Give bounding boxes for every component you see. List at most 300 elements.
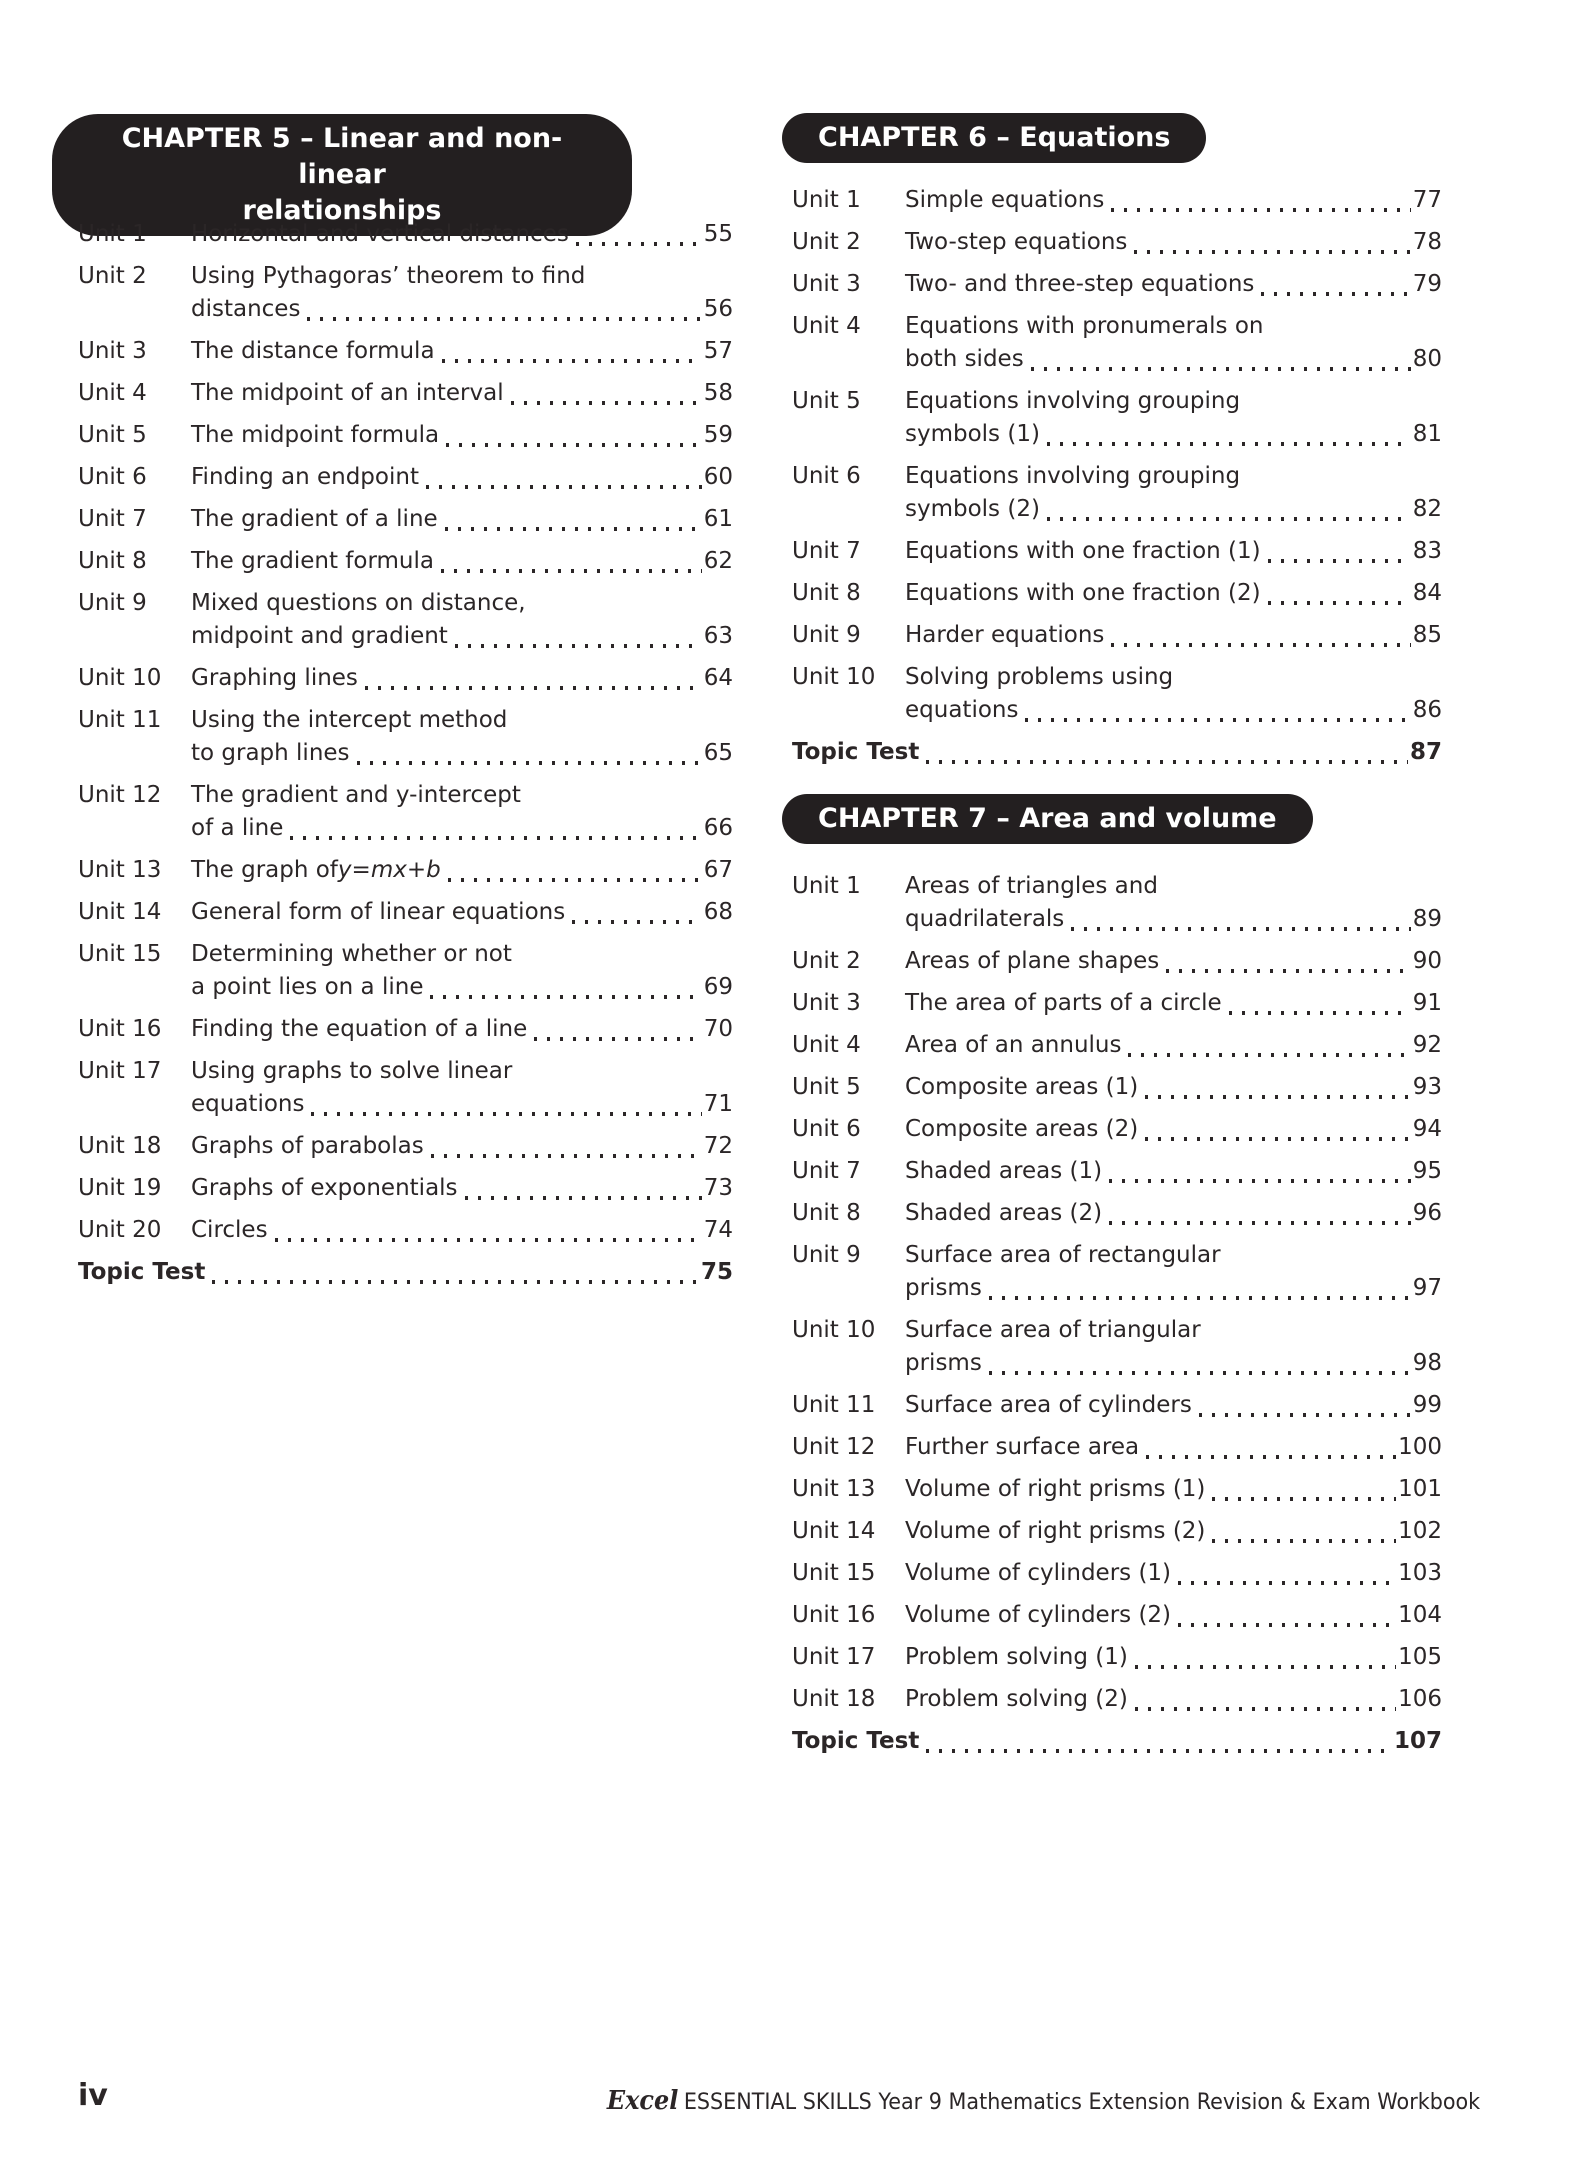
dot-leader bbox=[1047, 442, 1411, 446]
entry-title-line: The gradient of a line 61 bbox=[191, 503, 733, 536]
unit-label: Unit 5 bbox=[792, 1074, 861, 1100]
dot-leader bbox=[989, 1371, 1411, 1375]
entry-title-line: Equations involving grouping bbox=[905, 388, 1241, 414]
unit-label: Unit 20 bbox=[78, 1217, 162, 1243]
entry-title-line: equations 86 bbox=[905, 694, 1442, 727]
entry-title-line: Equations with one fraction (1) 83 bbox=[905, 535, 1442, 568]
dot-leader bbox=[926, 760, 1408, 764]
toc-entry bbox=[792, 619, 1442, 652]
dot-leader bbox=[1166, 969, 1411, 973]
page-number: 103 bbox=[1398, 1560, 1442, 1586]
topic-test-page: 87 bbox=[1409, 739, 1442, 765]
dot-leader bbox=[1111, 643, 1410, 647]
dot-leader bbox=[572, 920, 702, 924]
dot-leader bbox=[1109, 1221, 1411, 1225]
entry-title bbox=[191, 335, 733, 368]
entry-title-line: The midpoint formula 59 bbox=[191, 419, 733, 452]
unit-label: Unit 13 bbox=[792, 1476, 876, 1502]
entry-title bbox=[191, 587, 733, 653]
entry-title-line: Equations with one fraction (2) 84 bbox=[905, 577, 1442, 610]
toc-entry bbox=[78, 377, 733, 410]
unit-label: Unit 9 bbox=[792, 1242, 861, 1268]
entry-title bbox=[905, 577, 1442, 610]
unit-label: Unit 15 bbox=[792, 1560, 876, 1586]
dot-leader bbox=[511, 401, 702, 405]
dot-leader bbox=[307, 317, 701, 321]
toc-entry bbox=[78, 419, 733, 452]
toc-entry bbox=[792, 1557, 1442, 1590]
unit-label: Unit 16 bbox=[792, 1602, 876, 1628]
unit-label: Unit 3 bbox=[78, 338, 147, 364]
entry-title-line: Harder equations 85 bbox=[905, 619, 1442, 652]
entry-title-line: Volume of cylinders (2) 104 bbox=[905, 1599, 1442, 1632]
dot-leader bbox=[455, 644, 702, 648]
entry-title-line: Two-step equations 78 bbox=[905, 226, 1442, 259]
page-number: 66 bbox=[703, 815, 733, 841]
entry-title bbox=[905, 460, 1442, 526]
entry-title-line: The gradient formula 62 bbox=[191, 545, 733, 578]
footer-brand: Excel bbox=[606, 2086, 679, 2116]
entry-title-line: quadrilaterals 89 bbox=[905, 903, 1442, 936]
page-number: 93 bbox=[1412, 1074, 1442, 1100]
dot-leader bbox=[465, 1196, 702, 1200]
entry-title bbox=[905, 1557, 1442, 1590]
unit-label: Unit 1 bbox=[792, 187, 861, 213]
dot-leader bbox=[1268, 559, 1411, 563]
dot-leader bbox=[1134, 250, 1410, 254]
toc-entry bbox=[78, 1055, 733, 1121]
toc-entry bbox=[792, 945, 1442, 978]
dot-leader bbox=[534, 1037, 701, 1041]
entry-title-line: a point lies on a line 69 bbox=[191, 971, 733, 1004]
toc-entry bbox=[792, 1113, 1442, 1146]
entry-title-line: General form of linear equations 68 bbox=[191, 896, 733, 929]
page-number: 55 bbox=[703, 221, 733, 247]
page-number: 63 bbox=[703, 623, 733, 649]
entry-title bbox=[191, 1055, 733, 1121]
chapter-7-banner-line-1: CHAPTER 7 – Area and volume bbox=[818, 803, 1277, 834]
dot-leader bbox=[442, 359, 702, 363]
toc-entry bbox=[78, 896, 733, 929]
dot-leader bbox=[426, 485, 702, 489]
page-number: 95 bbox=[1412, 1158, 1442, 1184]
entry-title bbox=[905, 1197, 1442, 1230]
dot-leader bbox=[1025, 718, 1410, 722]
toc-entry bbox=[792, 535, 1442, 568]
page-number: 82 bbox=[1412, 496, 1442, 522]
entry-title-line: Using the intercept method bbox=[191, 707, 508, 733]
entry-title bbox=[905, 1599, 1442, 1632]
chapter-5-banner-line-1: CHAPTER 5 – Linear and non-linear bbox=[121, 123, 563, 190]
toc-entry bbox=[78, 218, 733, 251]
dot-leader bbox=[1145, 1095, 1410, 1099]
dot-leader bbox=[989, 1296, 1411, 1300]
unit-label: Unit 11 bbox=[78, 707, 162, 733]
unit-label: Unit 19 bbox=[78, 1175, 162, 1201]
unit-label: Unit 8 bbox=[78, 548, 147, 574]
chapter-7-banner bbox=[782, 794, 1313, 844]
topic-test-page: 107 bbox=[1393, 1728, 1442, 1754]
toc-entry bbox=[792, 184, 1442, 217]
entry-title-line: Graphing lines 64 bbox=[191, 662, 733, 695]
entry-title bbox=[905, 1515, 1442, 1548]
dot-leader bbox=[1031, 367, 1411, 371]
unit-label: Unit 5 bbox=[78, 422, 147, 448]
unit-label: Unit 6 bbox=[792, 463, 861, 489]
toc-entry bbox=[78, 461, 733, 494]
toc-entry bbox=[78, 779, 733, 845]
entry-title-line: midpoint and gradient 63 bbox=[191, 620, 733, 653]
page-number: 81 bbox=[1412, 421, 1442, 447]
unit-label: Unit 8 bbox=[792, 1200, 861, 1226]
toc-entry bbox=[78, 260, 733, 326]
dot-leader bbox=[1109, 1179, 1411, 1183]
entry-title bbox=[905, 184, 1442, 217]
page-number: 94 bbox=[1412, 1116, 1442, 1142]
entry-title bbox=[905, 987, 1442, 1020]
unit-label: Unit 14 bbox=[78, 899, 162, 925]
entry-title bbox=[191, 1013, 733, 1046]
dot-leader bbox=[446, 443, 702, 447]
entry-title bbox=[905, 1071, 1442, 1104]
entry-title bbox=[905, 1029, 1442, 1062]
unit-label: Unit 5 bbox=[792, 388, 861, 414]
unit-label: Unit 18 bbox=[792, 1686, 876, 1712]
entry-title-line: to graph lines 65 bbox=[191, 737, 733, 770]
dot-leader bbox=[1212, 1539, 1396, 1543]
dot-leader bbox=[1178, 1623, 1396, 1627]
dot-leader bbox=[357, 761, 702, 765]
entry-title-line: both sides 80 bbox=[905, 343, 1442, 376]
dot-leader bbox=[441, 569, 702, 573]
unit-label: Unit 2 bbox=[78, 263, 147, 289]
unit-label: Unit 17 bbox=[78, 1058, 162, 1084]
page-number: 58 bbox=[703, 380, 733, 406]
page-number: 84 bbox=[1412, 580, 1442, 606]
entry-title-line: Using Pythagoras’ theorem to find bbox=[191, 263, 586, 289]
dot-leader bbox=[1146, 1455, 1396, 1459]
entry-title-line: Finding an endpoint 60 bbox=[191, 461, 733, 494]
page-number: 74 bbox=[703, 1217, 733, 1243]
toc-entry bbox=[78, 938, 733, 1004]
unit-label: Unit 7 bbox=[792, 1158, 861, 1184]
dot-leader bbox=[1178, 1581, 1396, 1585]
chapter-7-contents-list bbox=[792, 870, 1442, 1758]
toc-entry bbox=[78, 587, 733, 653]
entry-title bbox=[905, 1389, 1442, 1422]
dot-leader bbox=[1071, 927, 1410, 931]
toc-entry bbox=[792, 226, 1442, 259]
unit-label: Unit 2 bbox=[792, 948, 861, 974]
page-number: 61 bbox=[703, 506, 733, 532]
entry-title bbox=[191, 260, 733, 326]
topic-test-page: 75 bbox=[700, 1259, 733, 1285]
page-number: 91 bbox=[1412, 990, 1442, 1016]
unit-label: Unit 17 bbox=[792, 1644, 876, 1670]
toc-entry bbox=[792, 1071, 1442, 1104]
dot-leader bbox=[1199, 1413, 1411, 1417]
entry-title-line: Horizontal and vertical distances 55 bbox=[191, 218, 733, 251]
unit-label: Unit 12 bbox=[792, 1434, 876, 1460]
entry-title-line: Finding the equation of a line 70 bbox=[191, 1013, 733, 1046]
page-number: 62 bbox=[703, 548, 733, 574]
unit-label: Unit 2 bbox=[792, 229, 861, 255]
chapter-6-banner-line-1: CHAPTER 6 – Equations bbox=[818, 122, 1171, 153]
entry-title bbox=[191, 896, 733, 929]
toc-entry bbox=[78, 662, 733, 695]
entry-title-line: symbols (1) 81 bbox=[905, 418, 1442, 451]
dot-leader bbox=[1135, 1665, 1396, 1669]
entry-title bbox=[905, 1431, 1442, 1464]
unit-label: Unit 4 bbox=[792, 1032, 861, 1058]
dot-leader bbox=[1261, 292, 1410, 296]
entry-title-line: The graph of y = mx + b 67 bbox=[191, 854, 733, 887]
unit-label: Unit 6 bbox=[792, 1116, 861, 1142]
dot-leader bbox=[445, 527, 702, 531]
entry-title bbox=[905, 1113, 1442, 1146]
entry-title-line: Graphs of exponentials 73 bbox=[191, 1172, 733, 1205]
entry-title bbox=[905, 945, 1442, 978]
unit-label: Unit 13 bbox=[78, 857, 162, 883]
chapter-6-banner bbox=[782, 113, 1206, 163]
unit-label: Unit 10 bbox=[78, 665, 162, 691]
entry-title bbox=[191, 1172, 733, 1205]
toc-entry bbox=[78, 1013, 733, 1046]
entry-title bbox=[191, 1214, 733, 1247]
page-number: 85 bbox=[1412, 622, 1442, 648]
toc-entry bbox=[78, 704, 733, 770]
page-number: 73 bbox=[703, 1175, 733, 1201]
entry-title-line: Surface area of cylinders 99 bbox=[905, 1389, 1442, 1422]
topic-test-entry bbox=[792, 1725, 1442, 1758]
dot-leader bbox=[1135, 1707, 1396, 1711]
dot-leader bbox=[365, 686, 702, 690]
entry-title bbox=[191, 704, 733, 770]
toc-entry bbox=[792, 1029, 1442, 1062]
entry-title-line: Equations with pronumerals on bbox=[905, 313, 1264, 339]
entry-title bbox=[191, 779, 733, 845]
entry-title-line: Volume of right prisms (1) 101 bbox=[905, 1473, 1442, 1506]
right-column bbox=[792, 113, 1442, 1767]
entry-title-line: Surface area of rectangular bbox=[905, 1242, 1221, 1268]
page-number: 106 bbox=[1398, 1686, 1442, 1712]
page-number: 80 bbox=[1412, 346, 1442, 372]
unit-label: Unit 10 bbox=[792, 1317, 876, 1343]
page-number: 90 bbox=[1412, 948, 1442, 974]
entry-title-line: Areas of plane shapes 90 bbox=[905, 945, 1442, 978]
dot-leader bbox=[1128, 1053, 1410, 1057]
dot-leader bbox=[212, 1280, 699, 1284]
entry-title bbox=[905, 619, 1442, 652]
page-number: 72 bbox=[703, 1133, 733, 1159]
page-number: 101 bbox=[1398, 1476, 1442, 1502]
entry-title-line: Graphs of parabolas 72 bbox=[191, 1130, 733, 1163]
topic-test-label: Topic Test bbox=[792, 739, 920, 765]
dot-leader bbox=[431, 1154, 702, 1158]
topic-test-entry bbox=[792, 736, 1442, 769]
dot-leader bbox=[1268, 601, 1411, 605]
unit-label: Unit 3 bbox=[792, 271, 861, 297]
toc-entry bbox=[792, 1314, 1442, 1380]
unit-label: Unit 10 bbox=[792, 664, 876, 690]
unit-label: Unit 9 bbox=[792, 622, 861, 648]
toc-entry bbox=[792, 385, 1442, 451]
page-number: 64 bbox=[703, 665, 733, 691]
dot-leader bbox=[275, 1238, 702, 1242]
entry-title bbox=[905, 385, 1442, 451]
dot-leader bbox=[926, 1749, 1392, 1753]
unit-label: Unit 1 bbox=[78, 221, 147, 247]
page-number: 59 bbox=[703, 422, 733, 448]
page-number: 99 bbox=[1412, 1392, 1442, 1418]
dot-leader bbox=[290, 836, 701, 840]
entry-title bbox=[905, 870, 1442, 936]
page-number: 79 bbox=[1412, 271, 1442, 297]
entry-title-line: Mixed questions on distance, bbox=[191, 590, 526, 616]
entry-title-line: Composite areas (1) 93 bbox=[905, 1071, 1442, 1104]
page-number: 105 bbox=[1398, 1644, 1442, 1670]
entry-title bbox=[191, 854, 733, 887]
dot-leader bbox=[311, 1112, 701, 1116]
dot-leader bbox=[1145, 1137, 1410, 1141]
entry-title-line: Two- and three-step equations 79 bbox=[905, 268, 1442, 301]
entry-title-line: prisms 97 bbox=[905, 1272, 1442, 1305]
topic-test-label: Topic Test bbox=[78, 1259, 206, 1285]
toc-entry bbox=[78, 335, 733, 368]
unit-label: Unit 6 bbox=[78, 464, 147, 490]
unit-label: Unit 7 bbox=[78, 506, 147, 532]
entry-title bbox=[905, 1473, 1442, 1506]
page-number: 97 bbox=[1412, 1275, 1442, 1301]
entry-title bbox=[905, 1155, 1442, 1188]
entry-title-line: symbols (2) 82 bbox=[905, 493, 1442, 526]
toc-entry bbox=[792, 870, 1442, 936]
entry-title bbox=[191, 503, 733, 536]
toc-entry bbox=[792, 1683, 1442, 1716]
unit-label: Unit 9 bbox=[78, 590, 147, 616]
toc-entry bbox=[78, 1214, 733, 1247]
unit-label: Unit 1 bbox=[792, 873, 861, 899]
entry-title-line: Further surface area 100 bbox=[905, 1431, 1442, 1464]
entry-title-line: Composite areas (2) 94 bbox=[905, 1113, 1442, 1146]
page-number: 65 bbox=[703, 740, 733, 766]
entry-title-line: Shaded areas (1) 95 bbox=[905, 1155, 1442, 1188]
page-number: 67 bbox=[703, 857, 733, 883]
entry-title bbox=[905, 1314, 1442, 1380]
toc-entry bbox=[78, 503, 733, 536]
dot-leader bbox=[1229, 1011, 1411, 1015]
entry-title bbox=[905, 1683, 1442, 1716]
page-number: 98 bbox=[1412, 1350, 1442, 1376]
unit-label: Unit 11 bbox=[792, 1392, 876, 1418]
entry-title bbox=[191, 662, 733, 695]
toc-entry bbox=[792, 1155, 1442, 1188]
page-number: 96 bbox=[1412, 1200, 1442, 1226]
entry-title-line: The gradient and y-intercept bbox=[191, 782, 521, 808]
toc-entry bbox=[792, 1599, 1442, 1632]
toc-entry bbox=[792, 577, 1442, 610]
page-number: 83 bbox=[1412, 538, 1442, 564]
page-number: 102 bbox=[1398, 1518, 1442, 1544]
entry-title bbox=[905, 1641, 1442, 1674]
dot-leader bbox=[576, 242, 702, 246]
entry-title-line: Determining whether or not bbox=[191, 941, 512, 967]
entry-title bbox=[905, 268, 1442, 301]
page-number: 92 bbox=[1412, 1032, 1442, 1058]
entry-title-line: Problem solving (2) 106 bbox=[905, 1683, 1442, 1716]
entry-title-line: Surface area of triangular bbox=[905, 1317, 1201, 1343]
entry-title bbox=[191, 218, 733, 251]
unit-label: Unit 3 bbox=[792, 990, 861, 1016]
entry-title bbox=[191, 1130, 733, 1163]
toc-entry bbox=[78, 854, 733, 887]
dot-leader bbox=[1047, 517, 1411, 521]
entry-title bbox=[905, 535, 1442, 568]
unit-label: Unit 18 bbox=[78, 1133, 162, 1159]
unit-label: Unit 14 bbox=[792, 1518, 876, 1544]
entry-title bbox=[191, 545, 733, 578]
toc-entry bbox=[792, 1389, 1442, 1422]
toc-entry bbox=[792, 1473, 1442, 1506]
entry-title-line: prisms 98 bbox=[905, 1347, 1442, 1380]
entry-title-line: Solving problems using bbox=[905, 664, 1174, 690]
unit-label: Unit 8 bbox=[792, 580, 861, 606]
dot-leader bbox=[448, 878, 702, 882]
unit-label: Unit 15 bbox=[78, 941, 162, 967]
page-number: 69 bbox=[703, 974, 733, 1000]
entry-title-line: Areas of triangles and bbox=[905, 873, 1158, 899]
unit-label: Unit 4 bbox=[792, 313, 861, 339]
footer-series-title: ESSENTIAL SKILLS Year 9 Mathematics Extension Revision & Exam Workbook bbox=[683, 2089, 1480, 2115]
page-folio: iv bbox=[78, 2078, 108, 2113]
page-number: 100 bbox=[1398, 1434, 1442, 1460]
topic-test-label: Topic Test bbox=[792, 1728, 920, 1754]
entry-title-line: Area of an annulus 92 bbox=[905, 1029, 1442, 1062]
toc-entry bbox=[792, 268, 1442, 301]
unit-label: Unit 7 bbox=[792, 538, 861, 564]
entry-title bbox=[905, 310, 1442, 376]
page-number: 89 bbox=[1412, 906, 1442, 932]
chapter-5-contents-list bbox=[78, 218, 733, 1298]
page-number: 60 bbox=[703, 464, 733, 490]
toc-entry bbox=[792, 1239, 1442, 1305]
entry-title-line: The midpoint of an interval 58 bbox=[191, 377, 733, 410]
dot-leader bbox=[1111, 208, 1410, 212]
footer-imprint bbox=[607, 2086, 1480, 2116]
entry-title bbox=[191, 461, 733, 494]
page-number: 56 bbox=[703, 296, 733, 322]
toc-entry bbox=[792, 1641, 1442, 1674]
entry-title-line: Circles 74 bbox=[191, 1214, 733, 1247]
toc-entry bbox=[78, 545, 733, 578]
entry-title-line: Equations involving grouping bbox=[905, 463, 1241, 489]
entry-title-line: The distance formula 57 bbox=[191, 335, 733, 368]
entry-title bbox=[905, 1239, 1442, 1305]
entry-title-line: Volume of right prisms (2) 102 bbox=[905, 1515, 1442, 1548]
toc-entry bbox=[792, 661, 1442, 727]
entry-title-line: distances 56 bbox=[191, 293, 733, 326]
toc-entry bbox=[792, 310, 1442, 376]
page-number: 71 bbox=[703, 1091, 733, 1117]
toc-entry bbox=[792, 460, 1442, 526]
toc-entry bbox=[792, 1431, 1442, 1464]
entry-title-line: Problem solving (1) 105 bbox=[905, 1641, 1442, 1674]
toc-entry bbox=[792, 1197, 1442, 1230]
entry-title-line: Simple equations 77 bbox=[905, 184, 1442, 217]
page-number: 104 bbox=[1398, 1602, 1442, 1628]
entry-title-line: Volume of cylinders (1) 103 bbox=[905, 1557, 1442, 1590]
page-number: 70 bbox=[703, 1016, 733, 1042]
